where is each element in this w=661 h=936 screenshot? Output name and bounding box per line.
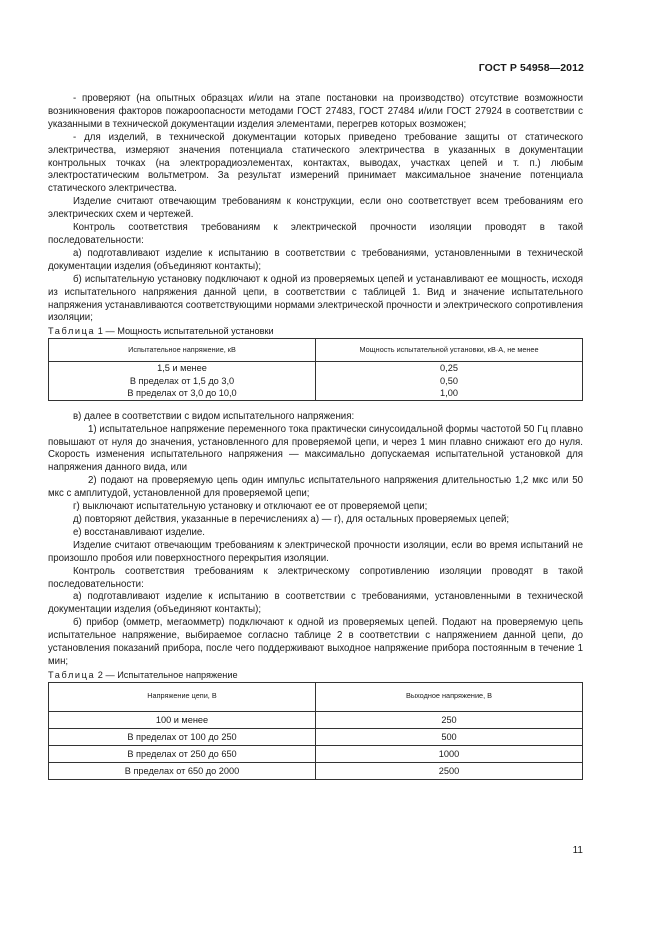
table-row [49, 728, 583, 745]
table-1-caption [48, 325, 583, 338]
table-caption-title: 1 — Мощность испытательной установки [95, 326, 274, 337]
table-cell: В пределах от 100 до 250 [49, 728, 316, 745]
table-header-row [49, 682, 583, 711]
table-cell: В пределах от 650 до 2000 [49, 762, 316, 779]
document-body [48, 93, 583, 790]
table-row [49, 745, 583, 762]
paragraph: Контроль соответствия требованиям к электрическому сопротивлению изоляции проводят в такой последовательности: [48, 565, 583, 590]
table-2-caption [48, 669, 583, 682]
table-cell: 500 [316, 728, 583, 745]
table-cell: 0,50 [316, 375, 583, 388]
table-caption-prefix: Таблица [48, 326, 96, 337]
table-header-cell: Выходное напряжение, В [316, 682, 583, 711]
table-cell: 250 [316, 711, 583, 728]
table-cell: 100 и менее [49, 711, 316, 728]
table-row [49, 387, 583, 400]
paragraph: а) подготавливают изделие к испытанию в соответствии с требованиями, установленными в технической документации изделия (объединяют контакты); [48, 591, 583, 616]
paragraph: а) подготавливают изделие к испытанию в соответствии с требованиями, установленными в технической документации изделия (объединяют контакты); [48, 247, 583, 272]
paragraph: 1) испытательное напряжение переменного тока практически синусоидальной формы частотой 50 Гц плавно повышают от нуля до значения, установленного для проверяемой цепи, и через 1 мин плавно снижают его до нуля. Скорость изменения испытательного напряжения — максимально допускаемая испытательной установкой для напряжения данного вида, или [48, 423, 583, 474]
table-1-test-power [48, 338, 583, 401]
table-row [49, 362, 583, 375]
table-cell: 1000 [316, 745, 583, 762]
table-row [49, 762, 583, 779]
table-caption-title: 2 — Испытательное напряжение [95, 669, 238, 680]
table-cell: В пределах от 1,5 до 3,0 [49, 375, 316, 388]
table-header-cell: Мощность испытательной установки, кВ·А, не менее [316, 339, 583, 362]
paragraph: в) далее в соответствии с видом испытательного напряжения: [73, 410, 355, 422]
table-cell: 2500 [316, 762, 583, 779]
table-row [49, 711, 583, 728]
table-row [49, 375, 583, 388]
table-header-cell: Напряжение цепи, В [49, 682, 316, 711]
table-cell: 1,00 [316, 387, 583, 400]
paragraph: - проверяют (на опытных образцах и/или на этапе постановки на производство) отсутствие возможности возникновения факторов пожароопасности методами ГОСТ 27483, ГОСТ 27484 и/или ГОСТ 27924 в соответствии с указанными в технической документации изделия элементами, перегрев которых возможен; [48, 93, 583, 130]
paragraph: е) восстанавливают изделие. [73, 526, 205, 538]
table-header-row [49, 339, 583, 362]
paragraph: б) испытательную установку подключают к одной из проверяемых цепей и устанавливают ее мощность, исходя из испытательного напряжения данной цепи, в соответствии с таблицей 1. Вид и значение испытательного напряжения устанавливаются соответствующими нормами электрической прочности и электрического сопротивления изоляции; [48, 273, 583, 324]
table-cell: В пределах от 250 до 650 [49, 745, 316, 762]
page-number: 11 [572, 845, 583, 856]
paragraph: - для изделий, в технической документации которых приведено требование защиты от статического электричества, измеряют значения потенциала статического электричества в указанных в документации контрольных точках (на электрорадиоэлементах, контактах, выводах, участках цепей и т. п.) любым электростатическим вольтметром. За результат измерений принимает максимальное значение потенциала статического электричества. [48, 131, 583, 195]
paragraph: Изделие считают отвечающим требованиям к конструкции, если оно соответствует всем требованиям его электрических схем и чертежей. [48, 196, 583, 221]
table-caption-prefix: Таблица [48, 669, 96, 680]
paragraph: д) повторяют действия, указанные в перечислениях а) — г), для остальных проверяемых цепей; [73, 513, 510, 525]
paragraph: г) выключают испытательную установку и отключают ее от проверяемой цепи; [73, 501, 428, 513]
document-id-header: ГОСТ Р 54958—2012 [478, 62, 584, 74]
paragraph: б) прибор (омметр, мегаомметр) подключают к одной из проверяемых цепей. Подают на проверяемую цепь испытательное напряжение, выбираемое согласно таблице 2 в соответствии с напряжением данной цепи, до установления показаний прибора, после чего поддерживают выходное напряжение прибора постоянным в течение 1 мин; [48, 617, 583, 667]
table-header-cell: Испытательное напряжение, кВ [49, 339, 316, 362]
paragraph: Изделие считают отвечающим требованиям к электрической прочности изоляции, если во время испытаний не произошло пробоя или поверхностного перекрытия изоляции. [48, 539, 583, 564]
paragraph: Контроль соответствия требованиям к электрической прочности изоляции проводят в такой последовательности: [48, 222, 583, 246]
paragraph: 2) подают на проверяемую цепь один импульс испытательного напряжения длительностью 1,2 мкс или 50 мкс с амплитудой, установленной для проверяемой цепи; [48, 475, 583, 500]
table-2-test-voltage [48, 682, 583, 780]
table-cell: В пределах от 3,0 до 10,0 [49, 387, 316, 400]
table-cell: 1,5 и менее [49, 362, 316, 375]
table-cell: 0,25 [316, 362, 583, 375]
